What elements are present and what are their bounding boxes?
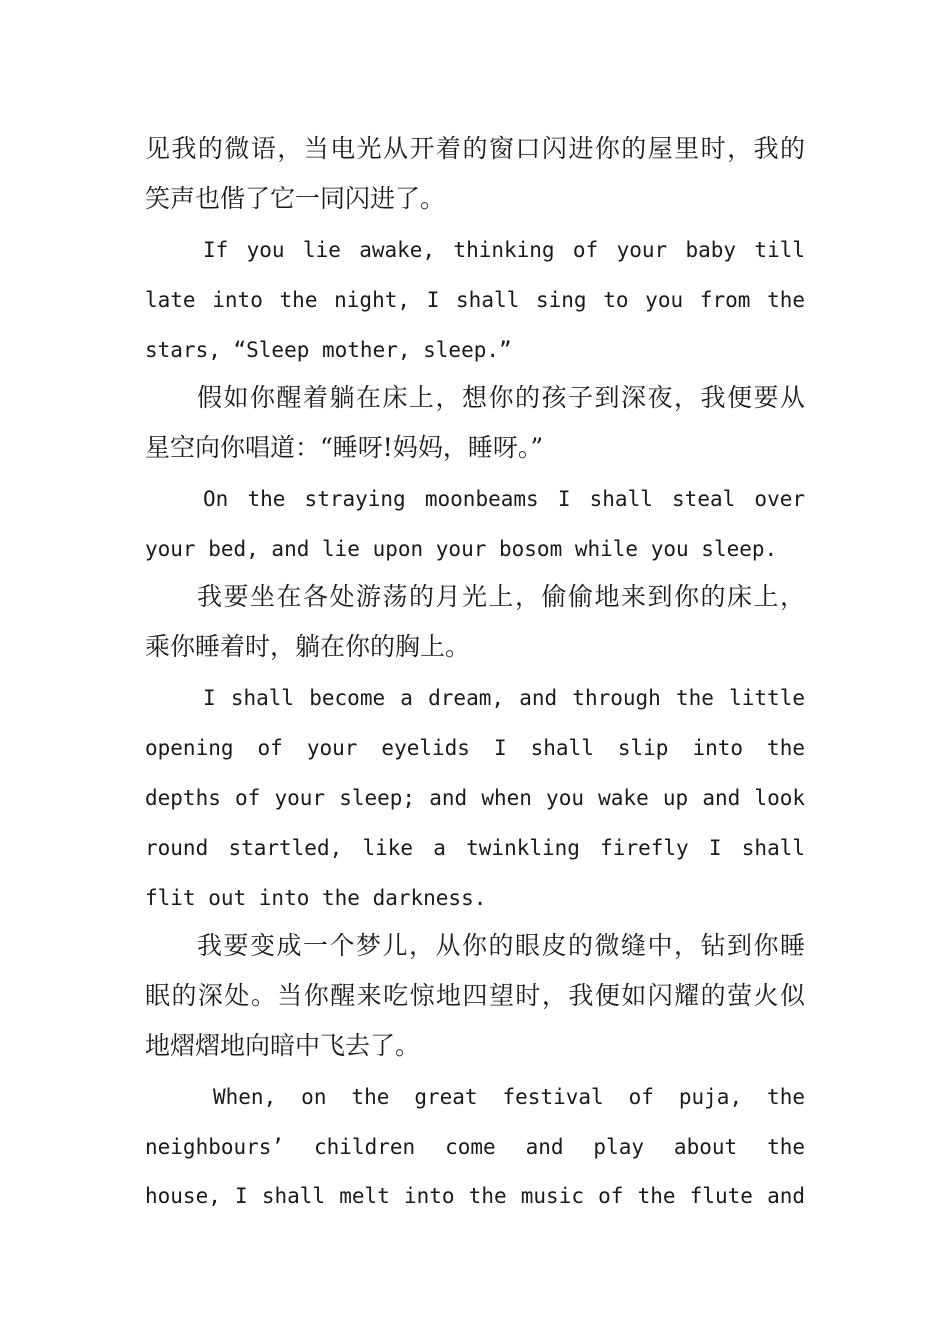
text-line: depths of your sleep; and when you wake up and look xyxy=(145,786,805,810)
text-line: 乘你睡着时，躺在你的胸上。 xyxy=(145,632,471,661)
text-line: I shall become a dream, and through the little xyxy=(203,686,805,710)
text-line: 笑声也偕了它一同闪进了。 xyxy=(145,184,446,213)
text-line: 见我的微语，当电光从开着的窗口闪进你的屋里时，我的 xyxy=(145,134,805,163)
text-line: On the straying moonbeams I shall steal over xyxy=(203,487,805,511)
text-line: house, I shall melt into the music of the flute and xyxy=(145,1184,805,1208)
text-line: When, on the great festival of puja, the xyxy=(213,1085,805,1109)
text-line: neighbours’ children come and play about the xyxy=(145,1135,805,1159)
text-line: stars, “Sleep mother, sleep.” xyxy=(145,338,512,362)
text-line: flit out into the darkness. xyxy=(145,886,487,910)
text-line: 眠的深处。当你醒来吃惊地四望时，我便如闪耀的萤火似 xyxy=(145,981,805,1010)
text-line: 星空向你唱道：“睡呀!妈妈，睡呀。” xyxy=(145,433,544,462)
text-line: 地熠熠地向暗中飞去了。 xyxy=(145,1031,421,1060)
text-line: your bed, and lie upon your bosom while you sleep. xyxy=(145,537,778,561)
text-line: round startled, like a twinkling firefly I shall xyxy=(145,836,805,860)
text-line: 我要变成一个梦儿，从你的眼皮的微缝中，钻到你睡 xyxy=(197,931,805,960)
text-line: late into the night, I shall sing to you from the xyxy=(145,288,805,312)
text-line: 假如你醒着躺在床上，想你的孩子到深夜，我便要从 xyxy=(197,383,805,412)
text-line: If you lie awake, thinking of your baby till xyxy=(203,238,805,262)
text-line: 我要坐在各处游荡的月光上，偷偷地来到你的床上， xyxy=(197,582,805,611)
text-line: opening of your eyelids I shall slip into the xyxy=(145,736,805,760)
